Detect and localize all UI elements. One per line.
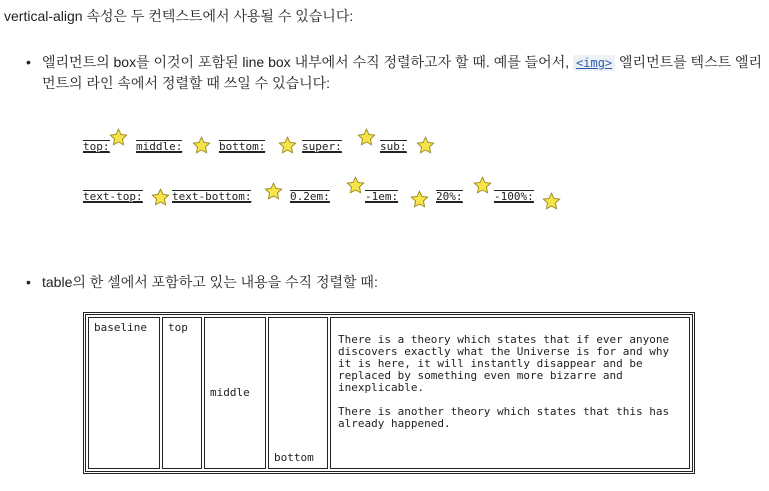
star-icon [264, 182, 283, 201]
text-before-code: 엘리먼트의 box를 이것이 포함된 line box 내부에서 수직 정렬하고자 할 때. 예를 들어서, [42, 54, 574, 70]
text-after-code: 엘리먼트를 텍스트 엘리먼트의 라인 속에서 정렬할 때 쓰일 수 있습니다: [42, 54, 763, 91]
align-label: text-top: [83, 190, 143, 203]
bullet-dot: • [26, 274, 31, 290]
star-icon [473, 176, 492, 195]
align-label: 20%: [436, 190, 463, 203]
bullet-dot: • [26, 54, 31, 70]
list-item-text: table의 한 셀에서 포함하고 있는 내용을 수직 정렬할 때: [42, 274, 378, 290]
align-label: top: [83, 140, 110, 153]
align-label: bottom: [219, 140, 266, 153]
img-element-link[interactable]: <img> [573, 55, 615, 71]
paragraph-theory-1: There is a theory which states that if ever anyone discovers exactly what the Universe is for and why it is here, it will instantly disappear and be replaced by something even more bizarre and inexplicable. [338, 333, 670, 394]
align-label: -1em: [365, 190, 399, 203]
star-icon [278, 136, 297, 155]
list-item [26, 52, 767, 93]
align-label: sub: [380, 140, 407, 153]
star-icon [410, 190, 429, 209]
star-icon [357, 128, 376, 147]
cell-text [330, 317, 690, 469]
cell-bottom: bottom [268, 317, 328, 469]
align-label: text-bottom: [172, 190, 252, 203]
star-icon [416, 136, 435, 155]
star-icon [542, 192, 561, 211]
list-item-text [32, 52, 767, 93]
align-label: middle: [136, 140, 183, 153]
star-icon [109, 128, 128, 147]
star-icon [192, 136, 211, 155]
list-item [26, 272, 378, 292]
align-label: -100%: [494, 190, 534, 203]
table-align-demo [83, 312, 695, 474]
cell-baseline: baseline [88, 317, 160, 469]
intro-text: vertical-align 속성은 두 컨텍스트에서 사용될 수 있습니다: [4, 8, 354, 24]
star-icon [151, 188, 170, 207]
cell-middle: middle [204, 317, 266, 469]
cell-top: top [162, 317, 202, 469]
align-label: super: [302, 140, 342, 153]
star-icon [346, 176, 365, 195]
table-row [88, 317, 690, 469]
align-label: 0.2em: [290, 190, 330, 203]
paragraph-theory-2: There is another theory which states that this has already happened. [338, 405, 670, 430]
